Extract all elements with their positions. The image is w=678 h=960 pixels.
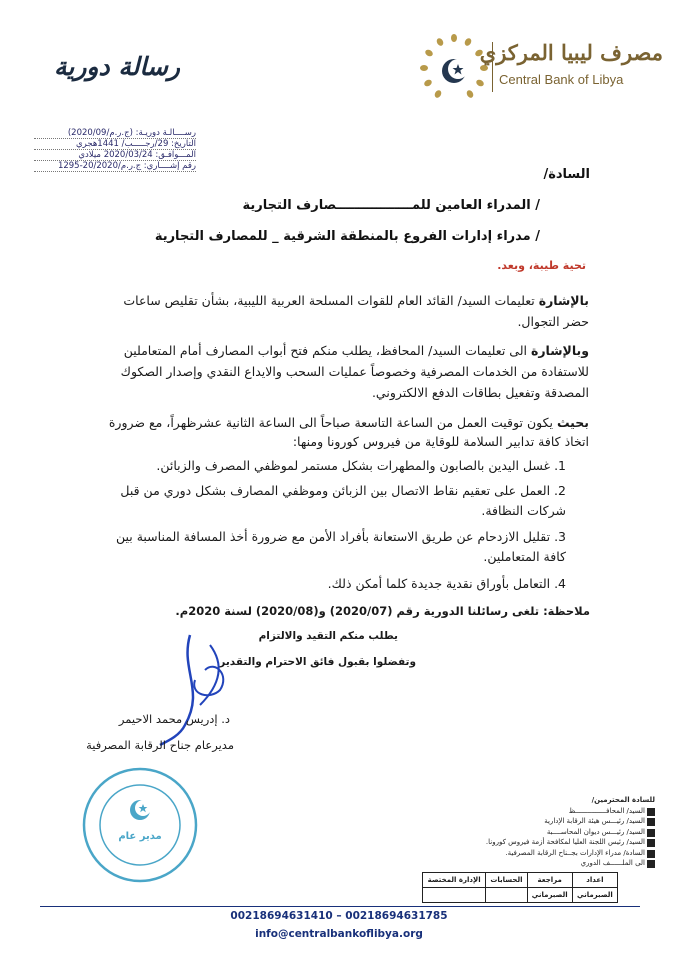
distribution-heading: للسادة المحترمين/	[591, 796, 655, 804]
meta-reference-number: رقم إشــــاري: ج.ر.م/20/2020-1295	[34, 161, 196, 172]
table-cell	[486, 888, 527, 903]
footer-divider	[40, 906, 640, 907]
footer-phones: 00218694631410 – 00218694631785	[230, 910, 448, 922]
note: ملاحظة: تلغى رسائلنا الدورية رقم (2020/07) و(2020/08) لسنة 2020م.	[175, 604, 590, 618]
meta-circular-number: رســــالـة دوريـة: (ج.ر.م/2020/09)	[34, 128, 196, 139]
table-cell	[423, 888, 486, 903]
bank-name-english: Central Bank of Libya	[499, 72, 624, 87]
list-item: 4. التعامل بأوراق نقدية جديدة كلما أمكن ذلك.	[327, 576, 566, 591]
distribution-item: الى الملــــــف الدوري	[420, 858, 655, 869]
table-cell: الصبرماني	[527, 888, 572, 903]
paragraph-2	[96, 340, 589, 403]
signatory-name: د. إدريس محمد الاحيمر	[118, 712, 230, 726]
paragraph-3	[96, 413, 589, 451]
table-cell: الحسابات	[486, 873, 527, 888]
distribution-item: السادة/ مدراء الإدارات بجــناح الرقابة المصرفية.	[420, 848, 655, 859]
addressee-line-1: / المدراء العامين للمـــــــــــــــــصارف التجارية	[242, 198, 540, 213]
reference-meta	[34, 128, 196, 172]
distribution-list	[420, 795, 655, 869]
list-item: 2. العمل على تعقيم نقاط الاتصال بين الزبائن وموظفي المصارف بشكل دوري من قبل شركات النظافة.	[120, 483, 566, 518]
list-item: 3. تقليل الازدحام عن طريق الاستعانة بأفراد الأمن مع ضرورة أخذ المسافة المناسبة بين كافة المتعاملين.	[115, 529, 566, 564]
paragraph-3-text: يكون توقيت العمل من الساعة التاسعة صباحاً الى الساعة الثانية عشرظهراً، مع ضرورة اتخاذ كافة تدابير السلامة للوقاية من فيروس كورونا ومنها:	[108, 415, 589, 449]
table-row	[423, 873, 618, 888]
closing-line-1: يطلب منكم التقيد والالتزام	[258, 630, 398, 642]
paragraph-2-lead: وبالإشارة	[530, 343, 589, 358]
salutation: السادة/	[543, 167, 590, 182]
closing-line-2: وتفضلوا بقبول فائق الاحترام والتقدير	[219, 656, 416, 668]
list-item: 1. غسل اليدين بالصابون والمطهرات بشكل مستمر لموظفي المصرف والزبائن.	[156, 458, 566, 473]
paragraph-1-text: تعليمات السيد/ القائد العام للقوات المسلحة العربية الليبية، بشأن تقليص ساعات حضر التجوال.	[123, 293, 589, 329]
precautions-list	[96, 456, 566, 594]
official-stamp	[80, 765, 200, 885]
paragraph-1-lead: بالإشارة	[538, 293, 589, 308]
greeting: تحية طيبة، وبعد.	[497, 259, 586, 272]
table-row	[423, 888, 618, 903]
handwritten-signature	[150, 630, 240, 750]
meta-hijri-date: التاريخ: 29/رجـــــب/ 1441هجري	[34, 139, 196, 150]
stamp-label: مدير عام	[118, 831, 162, 842]
reference-table	[422, 872, 618, 903]
document-title: رسالة دورية	[53, 52, 180, 81]
addressee-line-2: / مدراء إدارات الفروع بالمنطقة الشرقية _ للمصارف التجارية	[154, 229, 540, 244]
distribution-item: السيد/ المحافـــــــــــــــظ	[420, 806, 655, 817]
distribution-item: السيد/ رئيـــس هيئة الرقابة الإدارية	[420, 816, 655, 827]
table-cell: اعداد	[572, 873, 617, 888]
bank-name-arabic: مصرف ليبيا المركزي	[479, 40, 663, 65]
distribution-item: السيد/ رئيس اللجنة العليا لمكافحة أزمة فيروس كورونا.	[420, 837, 655, 848]
table-cell: الإدارة المختصة	[423, 873, 486, 888]
meta-gregorian-date: المـــوافـق: 2020/03/24 ميلادي	[34, 150, 196, 161]
distribution-item: السيد/ رئيـــس ديوان المحاســــبة	[420, 827, 655, 838]
table-cell: مراجعة	[527, 873, 572, 888]
footer-email[interactable]: info@centralbankoflibya.org	[255, 928, 423, 940]
paragraph-1	[96, 290, 589, 332]
paragraph-2-text: الى تعليمات السيد/ المحافظ، يطلب منكم فتح أبواب المصارف أمام المتعاملين للاستفادة من الخدمات المصرفية وخصوصاً عمليات السحب والايداع النقدي وإصدار الصكوك المصدقة وتفعيل بطاقات الدفع الالكتروني.	[120, 343, 589, 400]
signatory-title: مديرعام جناح الرقابة المصرفية	[86, 738, 234, 752]
paragraph-3-lead: بحيث	[556, 415, 589, 430]
table-cell: الصبرماني	[572, 888, 617, 903]
